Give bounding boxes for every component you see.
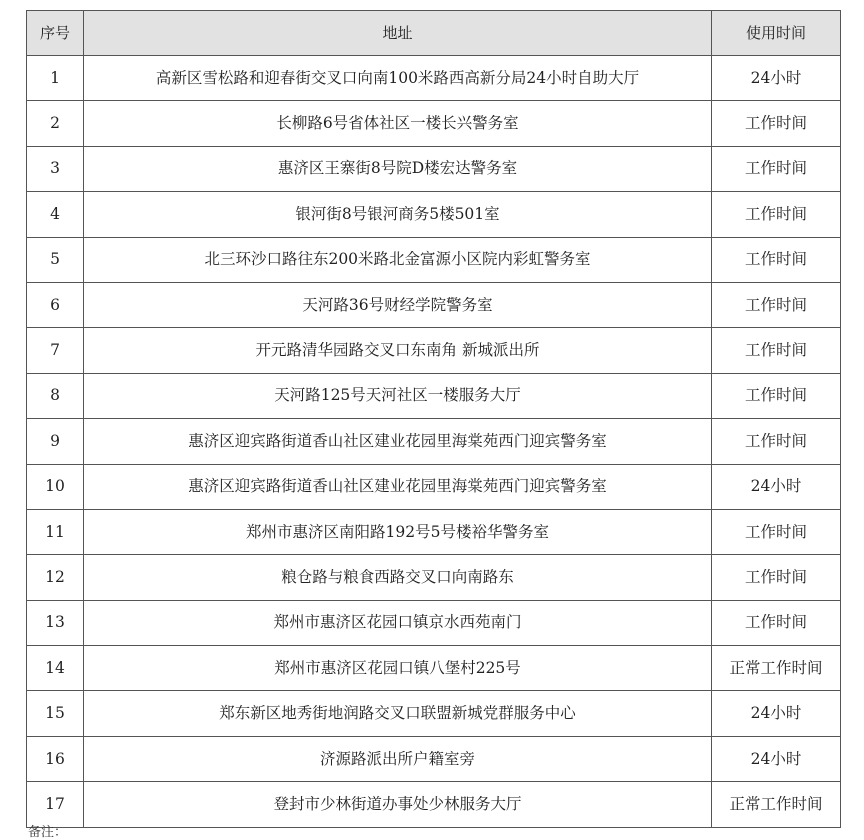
cell-address: 高新区雪松路和迎春街交叉口向南100米路西高新分局24小时自助大厅 (84, 56, 712, 101)
cell-no: 4 (27, 192, 84, 237)
cell-no: 14 (27, 646, 84, 691)
cell-hours: 24小时 (712, 56, 841, 101)
cell-address: 郑州市惠济区花园口镇京水西苑南门 (84, 600, 712, 645)
cell-address: 惠济区迎宾路街道香山社区建业花园里海棠苑西门迎宾警务室 (84, 419, 712, 464)
table-body (27, 56, 841, 828)
cell-address: 郑州市惠济区花园口镇八堡村225号 (84, 646, 712, 691)
table-row (27, 419, 841, 464)
cell-hours: 工作时间 (712, 101, 841, 146)
table-row (27, 691, 841, 736)
cell-address: 粮仓路与粮食西路交叉口向南路东 (84, 555, 712, 600)
table-row (27, 555, 841, 600)
cell-hours: 正常工作时间 (712, 646, 841, 691)
cell-address: 长柳路6号省体社区一楼长兴警务室 (84, 101, 712, 146)
cell-no: 7 (27, 328, 84, 373)
cell-no: 16 (27, 736, 84, 781)
cell-hours: 工作时间 (712, 600, 841, 645)
cell-no: 15 (27, 691, 84, 736)
footnote: 备注： (28, 825, 68, 840)
cell-hours: 正常工作时间 (712, 782, 841, 827)
cell-no: 12 (27, 555, 84, 600)
header-address: 地址 (84, 11, 712, 56)
cell-hours: 工作时间 (712, 237, 841, 282)
cell-hours: 工作时间 (712, 419, 841, 464)
cell-hours: 工作时间 (712, 509, 841, 554)
cell-no: 9 (27, 419, 84, 464)
cell-no: 5 (27, 237, 84, 282)
cell-address: 北三环沙口路往东200米路北金富源小区院内彩虹警务室 (84, 237, 712, 282)
cell-address: 郑东新区地秀街地润路交叉口联盟新城党群服务中心 (84, 691, 712, 736)
table-row (27, 146, 841, 191)
table-row (27, 509, 841, 554)
cell-address: 济源路派出所户籍室旁 (84, 736, 712, 781)
address-table (26, 10, 841, 828)
table-row (27, 373, 841, 418)
table-row (27, 192, 841, 237)
cell-no: 3 (27, 146, 84, 191)
cell-no: 10 (27, 464, 84, 509)
table-row (27, 101, 841, 146)
table-row (27, 56, 841, 101)
cell-hours: 工作时间 (712, 146, 841, 191)
cell-no: 6 (27, 282, 84, 327)
cell-address: 郑州市惠济区南阳路192号5号楼裕华警务室 (84, 509, 712, 554)
table-row (27, 237, 841, 282)
cell-address: 天河路36号财经学院警务室 (84, 282, 712, 327)
table-row (27, 282, 841, 327)
cell-address: 开元路清华园路交叉口东南角 新城派出所 (84, 328, 712, 373)
header-no: 序号 (27, 11, 84, 56)
cell-address: 惠济区王寨街8号院D楼宏达警务室 (84, 146, 712, 191)
cell-hours: 工作时间 (712, 328, 841, 373)
table-row (27, 782, 841, 827)
cell-no: 17 (27, 782, 84, 827)
table-row (27, 646, 841, 691)
cell-no: 13 (27, 600, 84, 645)
cell-address: 惠济区迎宾路街道香山社区建业花园里海棠苑西门迎宾警务室 (84, 464, 712, 509)
cell-hours: 工作时间 (712, 555, 841, 600)
cell-address: 银河街8号银河商务5楼501室 (84, 192, 712, 237)
table-row (27, 328, 841, 373)
cell-no: 1 (27, 56, 84, 101)
cell-hours: 24小时 (712, 464, 841, 509)
cell-address: 登封市少林街道办事处少林服务大厅 (84, 782, 712, 827)
cell-hours: 工作时间 (712, 282, 841, 327)
table-header (27, 11, 841, 56)
cell-hours: 24小时 (712, 691, 841, 736)
cell-address: 天河路125号天河社区一楼服务大厅 (84, 373, 712, 418)
cell-no: 11 (27, 509, 84, 554)
cell-hours: 工作时间 (712, 192, 841, 237)
cell-hours: 工作时间 (712, 373, 841, 418)
cell-no: 8 (27, 373, 84, 418)
header-hours: 使用时间 (712, 11, 841, 56)
table-row (27, 736, 841, 781)
header-row (27, 11, 841, 56)
cell-no: 2 (27, 101, 84, 146)
table-row (27, 600, 841, 645)
table-row (27, 464, 841, 509)
cell-hours: 24小时 (712, 736, 841, 781)
